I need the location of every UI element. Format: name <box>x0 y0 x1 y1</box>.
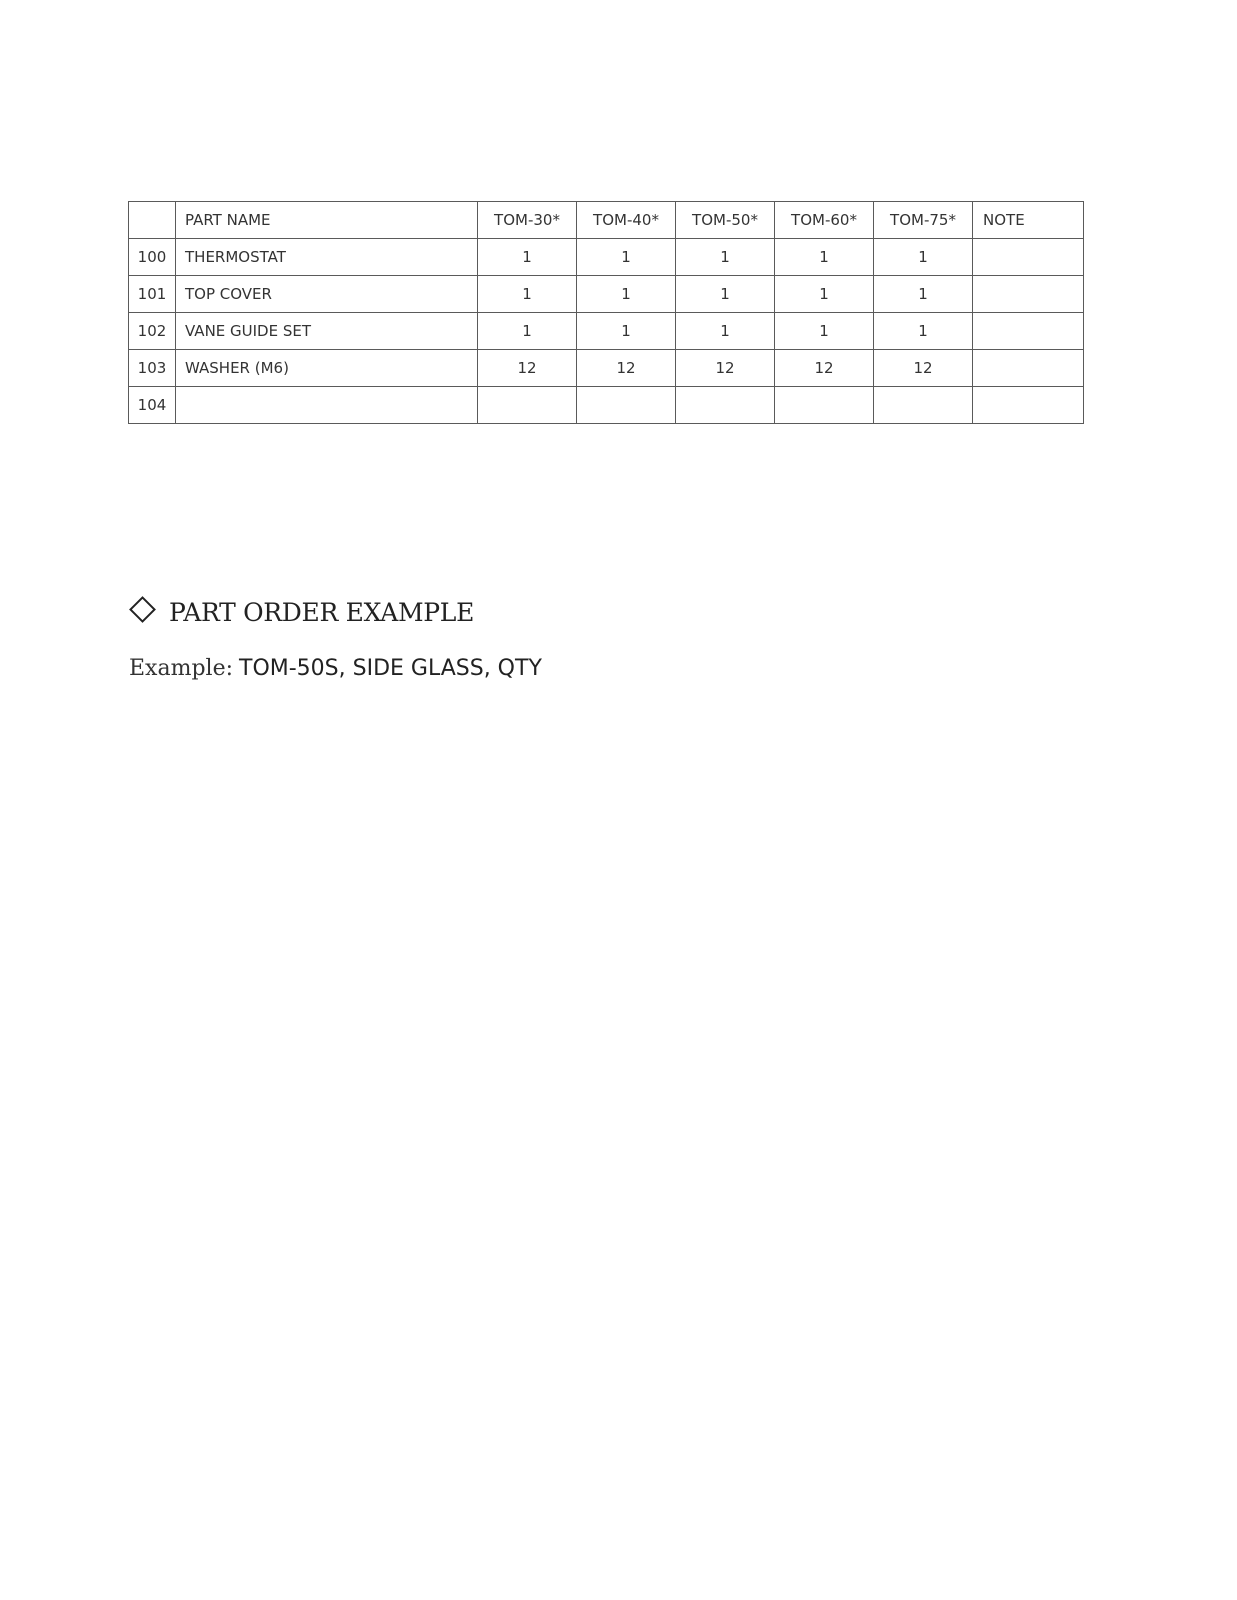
qty-tom-40: 1 <box>577 276 676 313</box>
note <box>973 239 1084 276</box>
qty-tom-50: 1 <box>676 239 775 276</box>
qty-tom-40 <box>577 387 676 424</box>
qty-tom-30: 12 <box>478 350 577 387</box>
qty-tom-75: 1 <box>874 239 973 276</box>
example-value: TOM-50S, SIDE GLASS, QTY <box>239 656 542 681</box>
part-name: VANE GUIDE SET <box>176 313 478 350</box>
header-tom-60: TOM-60* <box>775 202 874 239</box>
part-number: 104 <box>129 387 176 424</box>
header-tom-75: TOM-75* <box>874 202 973 239</box>
example-line <box>129 656 542 681</box>
part-name: THERMOSTAT <box>176 239 478 276</box>
part-number: 101 <box>129 276 176 313</box>
qty-tom-60: 1 <box>775 239 874 276</box>
note <box>973 350 1084 387</box>
header-note: NOTE <box>973 202 1084 239</box>
qty-tom-60: 1 <box>775 276 874 313</box>
qty-tom-40: 1 <box>577 313 676 350</box>
qty-tom-30: 1 <box>478 313 577 350</box>
part-name: WASHER (M6) <box>176 350 478 387</box>
example-label: Example: <box>129 656 233 681</box>
table-header-row <box>129 202 1084 239</box>
table-row <box>129 276 1084 313</box>
qty-tom-30 <box>478 387 577 424</box>
qty-tom-50: 12 <box>676 350 775 387</box>
qty-tom-75 <box>874 387 973 424</box>
part-name <box>176 387 478 424</box>
header-number <box>129 202 176 239</box>
header-tom-30: TOM-30* <box>478 202 577 239</box>
qty-tom-60: 1 <box>775 313 874 350</box>
qty-tom-30: 1 <box>478 276 577 313</box>
header-tom-40: TOM-40* <box>577 202 676 239</box>
note <box>973 387 1084 424</box>
parts-table <box>128 201 1084 424</box>
qty-tom-60: 12 <box>775 350 874 387</box>
qty-tom-30: 1 <box>478 239 577 276</box>
qty-tom-40: 12 <box>577 350 676 387</box>
section-title: PART ORDER EXAMPLE <box>169 598 475 627</box>
part-number: 102 <box>129 313 176 350</box>
part-name: TOP COVER <box>176 276 478 313</box>
qty-tom-60 <box>775 387 874 424</box>
table-row <box>129 387 1084 424</box>
qty-tom-75: 1 <box>874 313 973 350</box>
part-number: 100 <box>129 239 176 276</box>
diamond-outline-icon <box>129 596 156 623</box>
qty-tom-50: 1 <box>676 276 775 313</box>
qty-tom-50 <box>676 387 775 424</box>
part-number: 103 <box>129 350 176 387</box>
note <box>973 276 1084 313</box>
header-part-name: PART NAME <box>176 202 478 239</box>
note <box>973 313 1084 350</box>
section-heading <box>129 598 474 627</box>
qty-tom-75: 12 <box>874 350 973 387</box>
table-row <box>129 350 1084 387</box>
table-row <box>129 239 1084 276</box>
qty-tom-40: 1 <box>577 239 676 276</box>
header-tom-50: TOM-50* <box>676 202 775 239</box>
table-row <box>129 313 1084 350</box>
qty-tom-50: 1 <box>676 313 775 350</box>
qty-tom-75: 1 <box>874 276 973 313</box>
